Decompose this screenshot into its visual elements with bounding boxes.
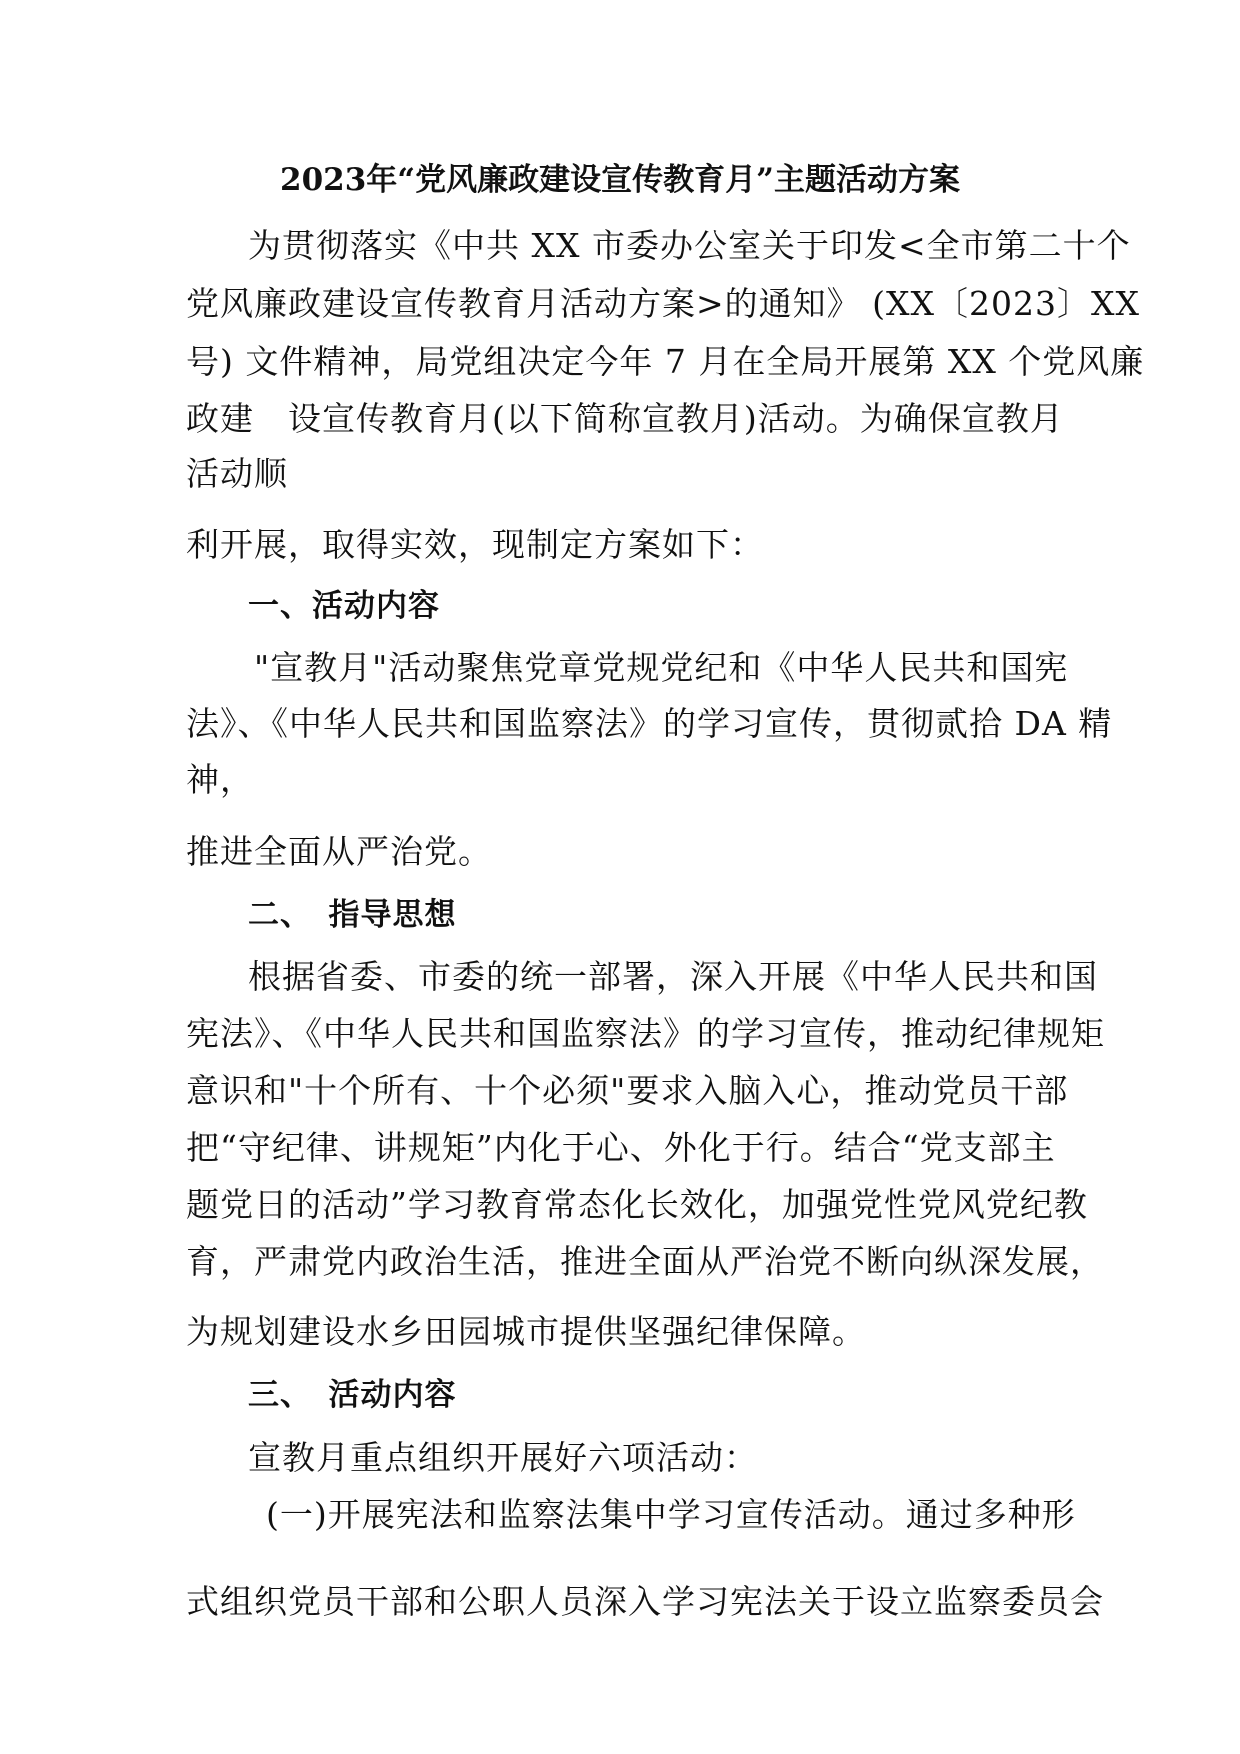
paragraph-line: "宣教月"活动聚焦党章党规党纪和《中华人民共和国宪 xyxy=(254,648,1069,687)
document-title: 2023年“党风廉政建设宣传教育月”主题活动方案 xyxy=(280,162,960,198)
paragraph-line: 宪法》、《中华人民共和国监察法》的学习宣传，推动纪律规矩 xyxy=(186,1014,1105,1053)
paragraph-line: 号) 文件精神，局党组决定今年 7 月在全局开展第 XX 个党风廉 xyxy=(186,342,1145,381)
paragraph-line: 为规划建设水乡田园城市提供坚强纪律保障。 xyxy=(186,1312,866,1351)
paragraph-line: 为贯彻落实《中共 XX 市委办公室关于印发<全市第二十个 xyxy=(248,226,1131,265)
paragraph-line: 题党日的活动”学习教育常态化长效化，加强党性党风党纪教 xyxy=(186,1185,1088,1224)
paragraph-line: 利开展，取得实效，现制定方案如下： xyxy=(186,525,764,564)
paragraph-line: 育，严肃党内政治生活，推进全面从严治党不断向纵深发展， xyxy=(186,1242,1104,1281)
section-heading: 二、 指导思想 xyxy=(248,897,457,933)
paragraph-line: 政建 设宣传教育月(以下简称宣教月)活动。为确保宣教月 xyxy=(186,399,1064,438)
paragraph-line: 党风廉政建设宣传教育月活动方案>的通知》 (XX〔2023〕XX xyxy=(186,284,1140,323)
paragraph-line: 宣教月重点组织开展好六项活动： xyxy=(248,1438,758,1477)
paragraph-line: 神， xyxy=(186,760,254,799)
paragraph-line: (一)开展宪法和监察法集中学习宣传活动。通过多种形 xyxy=(266,1495,1076,1534)
paragraph-line: 推进全面从严治党。 xyxy=(186,832,492,871)
paragraph-line: 根据省委、市委的统一部署，深入开展《中华人民共和国 xyxy=(248,957,1098,996)
paragraph-line: 法》、《中华人民共和国监察法》的学习宣传，贯彻贰拾 DA 精 xyxy=(186,704,1113,743)
paragraph-line: 把“守纪律、讲规矩”内化于心、外化于行。结合“党支部主 xyxy=(186,1128,1056,1167)
paragraph-line: 意识和"十个所有、十个必须"要求入脑入心，推动党员干部 xyxy=(186,1071,1069,1110)
section-heading: 一、活动内容 xyxy=(248,588,440,624)
paragraph-line: 式组织党员干部和公职人员深入学习宪法关于设立监察委员会 xyxy=(186,1582,1104,1621)
paragraph-line: 活动顺 xyxy=(186,454,288,493)
section-heading: 三、 活动内容 xyxy=(248,1377,457,1413)
